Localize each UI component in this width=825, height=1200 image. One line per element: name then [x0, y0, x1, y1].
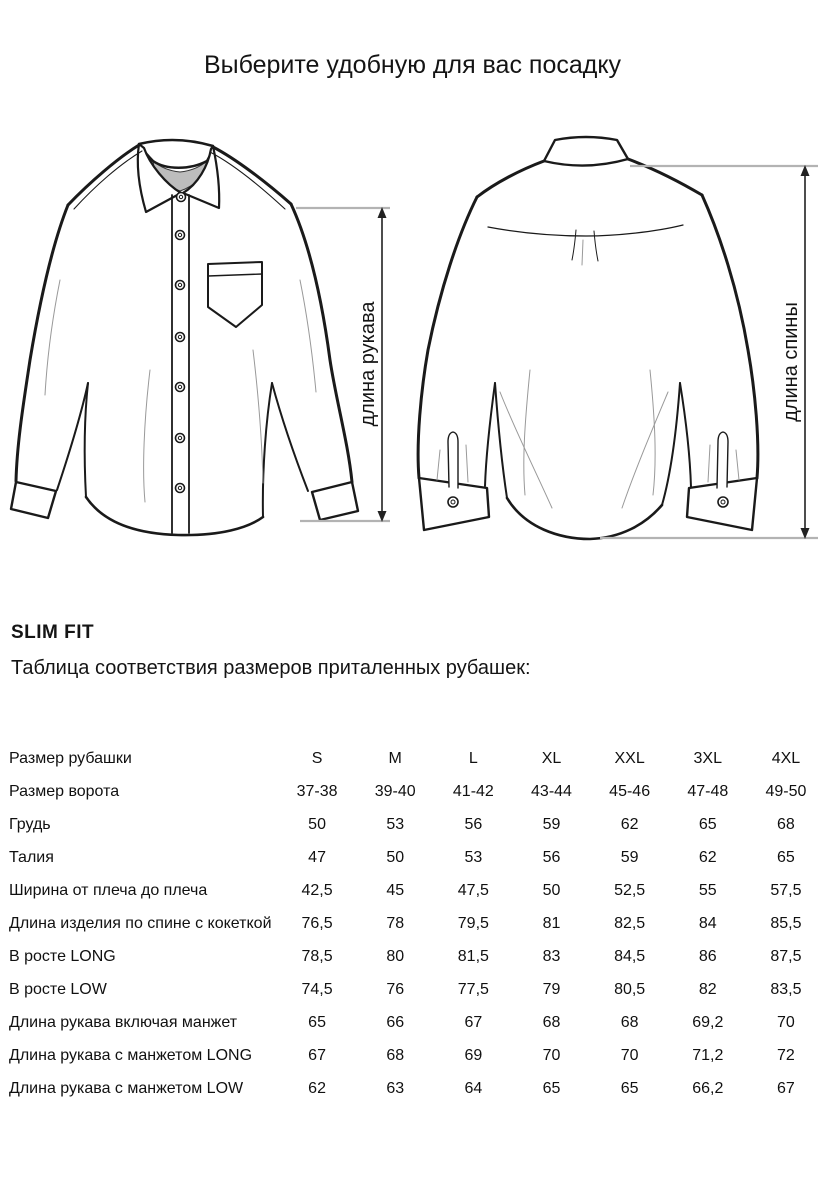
row-value: 84 [698, 914, 717, 932]
row-value: 45-46 [609, 782, 651, 800]
table-row [0, 874, 825, 907]
front-cuff-left [11, 482, 56, 518]
row-value: 41-42 [452, 782, 494, 800]
row-value: 52,5 [614, 881, 646, 899]
table-row [0, 742, 825, 775]
row-value: 79 [542, 980, 561, 998]
row-value: 62 [308, 1079, 326, 1097]
row-value: 71,2 [692, 1046, 724, 1064]
row-value: 50 [308, 815, 326, 833]
row-value: 65 [620, 1079, 639, 1097]
row-value: 50 [386, 848, 405, 866]
row-value: 59 [542, 815, 561, 833]
back-sleeve-placket-left [448, 432, 458, 488]
row-value: 83,5 [770, 980, 802, 998]
table-row [0, 775, 825, 808]
row-value: 47,5 [457, 881, 489, 899]
row-value: 65 [308, 1013, 326, 1031]
row-value: 4XL [771, 749, 801, 767]
row-value: 53 [386, 815, 405, 833]
row-value: 81 [542, 914, 561, 932]
row-value: XXL [614, 749, 645, 767]
back-length-label: длина спины [780, 302, 802, 422]
row-value: 77,5 [457, 980, 489, 998]
table-row [0, 1072, 825, 1105]
row-label: Длина рукава с манжетом LOW [9, 1079, 244, 1097]
row-value: 57,5 [770, 881, 802, 899]
front-shirt-drawing [11, 140, 358, 535]
size-table [0, 742, 825, 1105]
row-value: 70 [777, 1013, 795, 1031]
row-value: 63 [386, 1079, 405, 1097]
row-value: 39-40 [374, 782, 416, 800]
row-value: 53 [464, 848, 483, 866]
row-value: S [311, 749, 323, 767]
row-label: Длина рукава включая манжет [9, 1013, 238, 1031]
row-value: 70 [620, 1046, 639, 1064]
row-value: 56 [464, 815, 483, 833]
table-row [0, 973, 825, 1006]
front-buttons [176, 193, 186, 493]
row-value: 68 [542, 1013, 561, 1031]
row-label: Размер рубашки [9, 749, 132, 767]
table-row [0, 1039, 825, 1072]
front-pocket [208, 262, 262, 327]
row-value: 84,5 [614, 947, 646, 965]
row-value: 83 [542, 947, 561, 965]
row-label: Ширина от плеча до плеча [9, 881, 208, 899]
row-value: 68 [386, 1046, 405, 1064]
row-value: 64 [464, 1079, 483, 1097]
row-label: В росте LOW [9, 980, 107, 998]
row-value: 47-48 [687, 782, 729, 800]
row-value: 82,5 [614, 914, 646, 932]
row-value: M [388, 749, 402, 767]
row-value: 49-50 [765, 782, 807, 800]
back-length-dimension [600, 165, 818, 539]
row-value: 78,5 [301, 947, 333, 965]
row-value: 62 [620, 815, 639, 833]
row-value: 86 [698, 947, 717, 965]
row-value: 72 [777, 1046, 795, 1064]
row-value: 76 [386, 980, 405, 998]
row-value: 50 [542, 881, 561, 899]
row-value: 80 [386, 947, 405, 965]
row-label: Грудь [9, 815, 51, 833]
sleeve-length-label: длина рукава [357, 301, 379, 427]
row-value: 68 [620, 1013, 639, 1031]
row-value: 67 [464, 1013, 483, 1031]
row-value: 66 [386, 1013, 405, 1031]
row-value: 42,5 [301, 881, 333, 899]
row-value: 56 [542, 848, 561, 866]
back-shirt-drawing [418, 137, 758, 539]
row-value: 78 [386, 914, 405, 932]
row-value: 79,5 [457, 914, 489, 932]
row-value: 37-38 [296, 782, 338, 800]
table-row [0, 808, 825, 841]
table-row [0, 1006, 825, 1039]
row-label: В росте LONG [9, 947, 116, 965]
row-label: Длина изделия по спине с кокеткой [9, 914, 272, 932]
row-value: 70 [542, 1046, 561, 1064]
row-value: 65 [542, 1079, 561, 1097]
row-value: L [468, 749, 478, 767]
front-cuff-right [312, 482, 358, 520]
row-value: 81,5 [457, 947, 489, 965]
row-value: 59 [620, 848, 639, 866]
row-value: 74,5 [301, 980, 333, 998]
row-label: Размер ворота [9, 782, 120, 800]
table-row [0, 940, 825, 973]
table-row [0, 841, 825, 874]
row-value: 87,5 [770, 947, 802, 965]
section-subtitle: Таблица соответствия размеров приталенных рубашек: [11, 657, 531, 679]
back-collar [544, 137, 628, 166]
page-title: Выберите удобную для вас посадку [203, 51, 622, 79]
row-value: 47 [308, 848, 326, 866]
row-value: 55 [698, 881, 717, 899]
row-value: 67 [308, 1046, 326, 1064]
row-value: 3XL [693, 749, 722, 767]
row-value: 67 [777, 1079, 795, 1097]
back-sleeve-placket-right [717, 432, 728, 488]
table-row [0, 907, 825, 940]
row-value: 45 [386, 881, 405, 899]
row-value: 62 [698, 848, 717, 866]
row-value: 66,2 [692, 1079, 724, 1097]
row-value: 65 [698, 815, 717, 833]
row-label: Талия [9, 848, 54, 866]
row-value: 68 [777, 815, 795, 833]
row-value: 43-44 [531, 782, 572, 800]
row-value: XL [541, 749, 562, 767]
row-value: 76,5 [301, 914, 333, 932]
row-value: 69 [464, 1046, 483, 1064]
row-value: 80,5 [614, 980, 646, 998]
row-value: 65 [777, 848, 795, 866]
row-value: 69,2 [692, 1013, 724, 1031]
row-value: 82 [698, 980, 717, 998]
section-heading: SLIM FIT [11, 622, 95, 643]
row-value: 85,5 [770, 914, 802, 932]
row-label: Длина рукава с манжетом LONG [9, 1046, 253, 1064]
shirt-diagrams [0, 120, 825, 600]
